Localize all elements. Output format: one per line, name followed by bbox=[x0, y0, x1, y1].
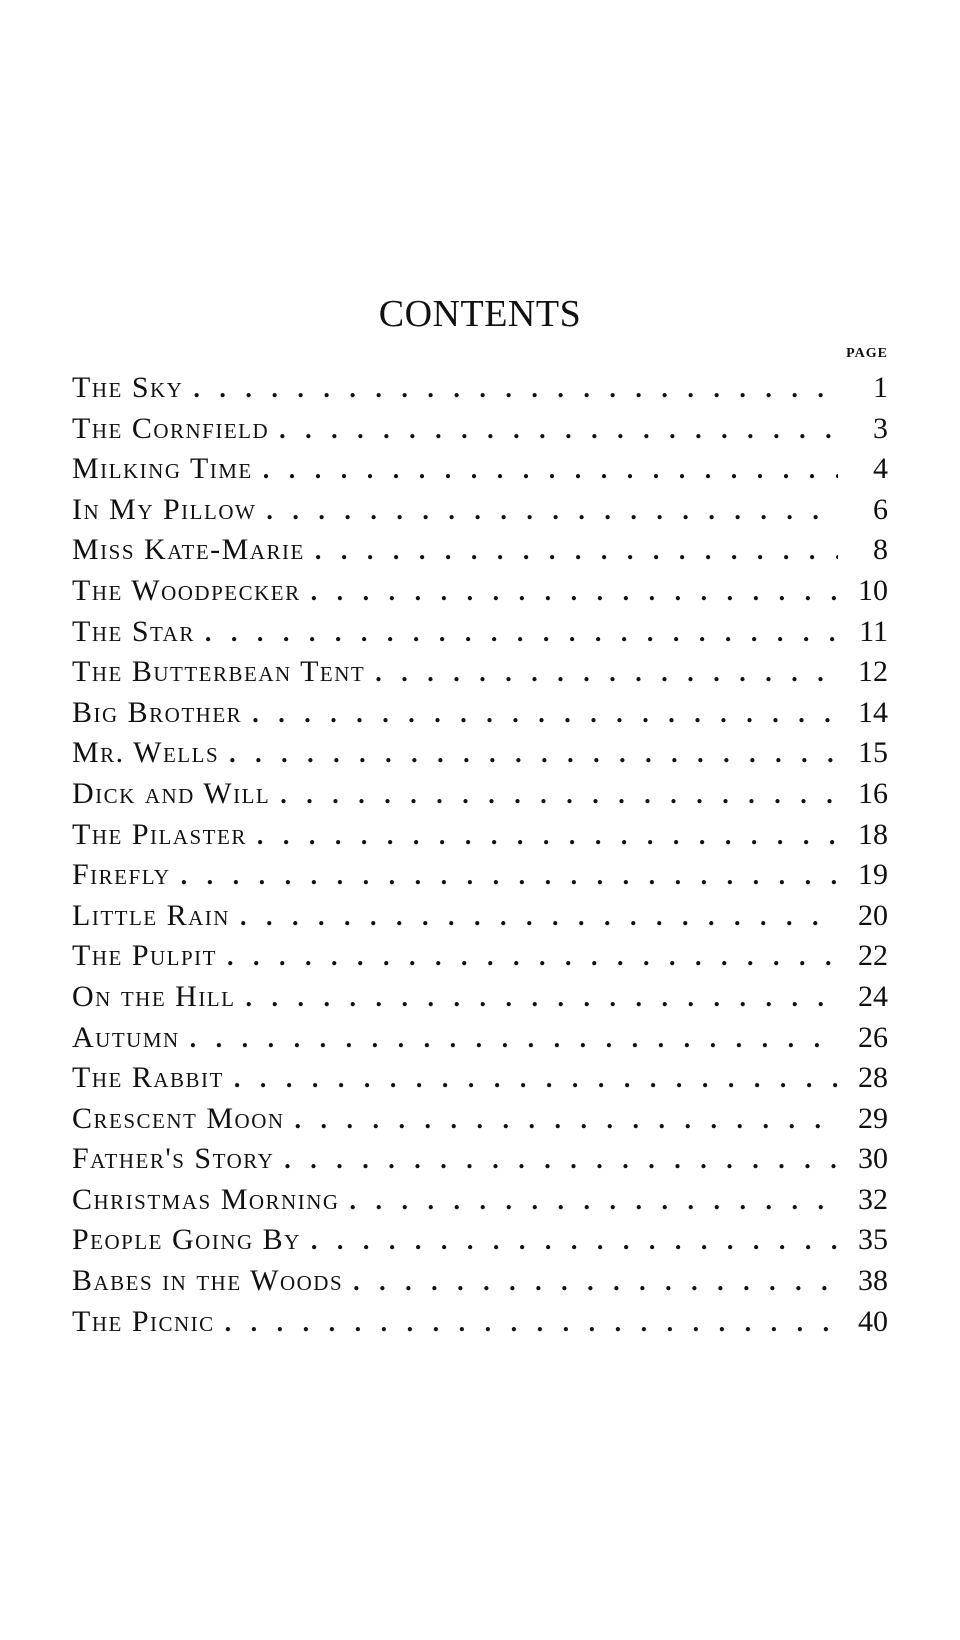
toc-entry-title: Dick and Will bbox=[72, 774, 280, 814]
toc-entry-page-number: 11 bbox=[859, 614, 888, 648]
toc-entry bbox=[72, 530, 888, 571]
toc-entry bbox=[72, 1302, 888, 1343]
toc-entry bbox=[72, 652, 888, 693]
dot-leader bbox=[315, 530, 838, 571]
dot-leader bbox=[263, 449, 838, 490]
toc-entry bbox=[72, 693, 888, 734]
toc-entry-page-number: 12 bbox=[858, 655, 888, 689]
toc-entry-page-number: 32 bbox=[858, 1182, 888, 1216]
toc-entry-page-number: 3 bbox=[873, 411, 888, 445]
toc-entry-page-number: 30 bbox=[858, 1142, 888, 1176]
toc-entry-title: People Going By bbox=[72, 1220, 311, 1260]
dot-leader bbox=[225, 1302, 838, 1343]
dot-leader bbox=[266, 490, 838, 531]
toc-entry bbox=[72, 1099, 888, 1140]
dot-leader bbox=[193, 368, 838, 409]
toc-entry-page-number: 19 bbox=[858, 858, 888, 892]
toc-entry-title: Milking Time bbox=[72, 449, 263, 489]
toc-entry-title: The Pilaster bbox=[72, 815, 257, 855]
dot-leader bbox=[205, 612, 838, 653]
toc-entry bbox=[72, 774, 888, 815]
toc-entry-title: Christmas Morning bbox=[72, 1180, 350, 1220]
toc-entry bbox=[72, 1220, 888, 1261]
contents-heading: CONTENTS bbox=[378, 293, 582, 335]
toc-entry-page-number: 22 bbox=[858, 939, 888, 973]
page-column-label: PAGE bbox=[846, 346, 888, 361]
toc-entry bbox=[72, 1058, 888, 1099]
dot-leader bbox=[279, 409, 838, 450]
toc-entry-title: In My Pillow bbox=[72, 490, 266, 530]
toc-entry-page-number: 1 bbox=[873, 371, 888, 404]
toc-entry-page-number: 38 bbox=[858, 1264, 888, 1298]
toc-entry-title: Mr. Wells bbox=[72, 733, 229, 773]
toc-entry-title: The Cornfield bbox=[72, 409, 279, 449]
toc-entry-title: Babes in the Woods bbox=[72, 1261, 353, 1301]
toc-entry-page-number: 40 bbox=[858, 1304, 888, 1338]
toc-entry-title: Father's Story bbox=[72, 1139, 284, 1179]
dot-leader bbox=[257, 815, 838, 856]
toc-entry-title: On the Hill bbox=[72, 977, 245, 1017]
toc-entry-title: The Pulpit bbox=[72, 936, 227, 976]
toc-entry-title: The Sky bbox=[72, 368, 193, 408]
toc-entry-title: Little Rain bbox=[72, 896, 240, 936]
toc-entry-page-number: 15 bbox=[858, 736, 888, 770]
toc-entry bbox=[72, 1139, 888, 1180]
dot-leader bbox=[252, 693, 838, 734]
toc-entry-page-number: 18 bbox=[858, 817, 888, 851]
toc-entry-title: Big Brother bbox=[72, 693, 252, 733]
dot-leader bbox=[295, 1099, 838, 1140]
dot-leader bbox=[375, 652, 838, 693]
toc-entry-title: The Woodpecker bbox=[72, 571, 311, 611]
dot-leader bbox=[311, 1220, 838, 1261]
toc-entry bbox=[72, 815, 888, 856]
dot-leader bbox=[245, 977, 838, 1018]
toc-entry-page-number: 28 bbox=[858, 1061, 888, 1095]
toc-entry-page-number: 29 bbox=[858, 1101, 888, 1135]
toc-entry-page-number: 14 bbox=[858, 695, 888, 729]
toc-entry bbox=[72, 368, 888, 409]
toc-entry-page-number: 4 bbox=[873, 452, 888, 486]
toc-entry bbox=[72, 733, 888, 774]
toc-entry-page-number: 24 bbox=[858, 979, 888, 1013]
toc-entry-title: Miss Kate-Marie bbox=[72, 530, 315, 570]
toc-entry bbox=[72, 571, 888, 612]
toc-entry-title: The Star bbox=[72, 612, 205, 652]
toc-entry bbox=[72, 1180, 888, 1221]
dot-leader bbox=[229, 733, 838, 774]
toc-entry bbox=[72, 409, 888, 450]
toc-entry bbox=[72, 896, 888, 937]
toc-entry-title: The Rabbit bbox=[72, 1058, 234, 1098]
toc-entry-title: Firefly bbox=[72, 855, 181, 895]
toc-entry bbox=[72, 449, 888, 490]
toc-entry bbox=[72, 490, 888, 531]
table-of-contents bbox=[72, 368, 888, 1342]
toc-entry-page-number: 8 bbox=[873, 533, 888, 567]
dot-leader bbox=[240, 896, 838, 937]
toc-entry-page-number: 10 bbox=[858, 573, 888, 607]
toc-entry-page-number: 6 bbox=[873, 492, 888, 526]
dot-leader bbox=[353, 1261, 838, 1302]
toc-entry bbox=[72, 1261, 888, 1302]
dot-leader bbox=[181, 855, 838, 896]
toc-entry bbox=[72, 612, 888, 653]
dot-leader bbox=[190, 1018, 838, 1059]
toc-entry bbox=[72, 1018, 888, 1059]
toc-entry-title: Crescent Moon bbox=[72, 1099, 295, 1139]
dot-leader bbox=[280, 774, 838, 815]
toc-entry-page-number: 20 bbox=[858, 898, 888, 932]
toc-entry-title: Autumn bbox=[72, 1018, 190, 1058]
toc-entry-page-number: 35 bbox=[858, 1223, 888, 1257]
toc-entry bbox=[72, 977, 888, 1018]
dot-leader bbox=[284, 1139, 838, 1180]
toc-entry bbox=[72, 855, 888, 896]
dot-leader bbox=[227, 936, 838, 977]
toc-entry-page-number: 26 bbox=[858, 1020, 888, 1054]
dot-leader bbox=[234, 1058, 838, 1099]
toc-entry-title: The Picnic bbox=[72, 1302, 225, 1342]
dot-leader bbox=[311, 571, 838, 612]
toc-entry-title: The Butterbean Tent bbox=[72, 652, 375, 692]
toc-entry-page-number: 16 bbox=[858, 776, 888, 810]
dot-leader bbox=[350, 1180, 838, 1221]
toc-entry bbox=[72, 936, 888, 977]
